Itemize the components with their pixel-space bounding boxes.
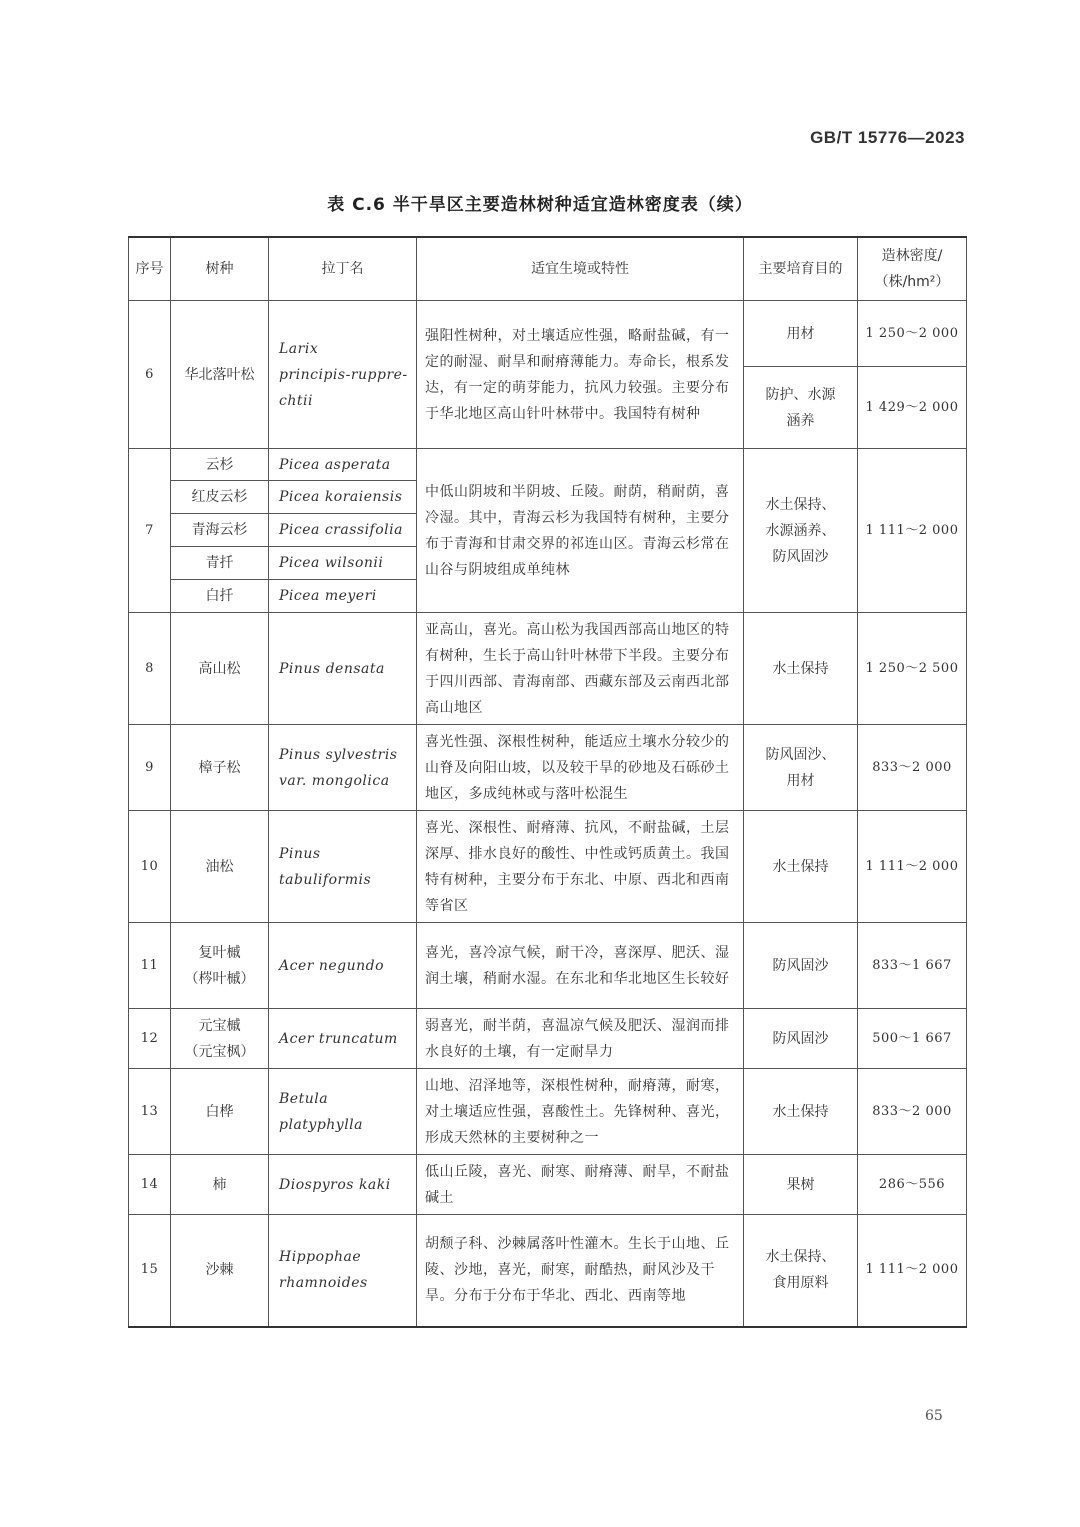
latin-line: Hippophae <box>279 1249 362 1266</box>
table-row <box>129 1009 967 1069</box>
row-species: 华北落叶松 <box>171 301 269 449</box>
purpose-line: 防风固沙、 <box>765 746 836 763</box>
row-species: 青扦 <box>171 547 269 580</box>
col-header-density <box>858 237 967 301</box>
row-species: 红皮云杉 <box>171 481 269 514</box>
row-species: 柿 <box>171 1155 269 1215</box>
row-species: 高山松 <box>171 613 269 725</box>
row-feature: 喜光，喜冷凉气候，耐干冷，喜深厚、肥沃、湿润土壤，稍耐水湿。在东北和华北地区生长较好 <box>417 923 744 1009</box>
row-no: 11 <box>129 923 171 1009</box>
row-latin: Picea meyeri <box>269 580 417 613</box>
row-latin <box>269 811 417 923</box>
row-latin <box>269 301 417 449</box>
species-line: 复叶槭 <box>198 944 241 961</box>
row-purpose: 防风固沙 <box>744 923 858 1009</box>
row-no: 8 <box>129 613 171 725</box>
row-latin <box>269 1215 417 1327</box>
row-purpose: 防风固沙 <box>744 1009 858 1069</box>
row-no: 15 <box>129 1215 171 1327</box>
page-number: 65 <box>925 1408 943 1424</box>
row-purpose: 果树 <box>744 1155 858 1215</box>
row-density: 833～2 000 <box>858 725 967 811</box>
latin-line: rhamnoides <box>279 1275 368 1292</box>
row-species <box>171 923 269 1009</box>
species-line: （梣叶槭） <box>184 970 255 987</box>
row-density: 500～1 667 <box>858 1009 967 1069</box>
purpose-line: 用材 <box>786 772 815 789</box>
row-density: 1 111～2 000 <box>858 449 967 613</box>
row-no: 7 <box>129 449 171 613</box>
row-density: 1 429～2 000 <box>858 367 967 449</box>
row-purpose: 水土保持 <box>744 613 858 725</box>
row-latin: Picea crassifolia <box>269 514 417 547</box>
row-latin: Acer negundo <box>269 923 417 1009</box>
row-latin <box>269 1069 417 1155</box>
species-line: 元宝槭 <box>198 1017 241 1034</box>
row-latin: Pinus densata <box>269 613 417 725</box>
row-feature: 喜光性强、深根性树种，能适应土壤水分较少的山脊及向阳山坡，以及较干旱的砂地及石砾砂土地区，多成纯林或与落叶松混生 <box>417 725 744 811</box>
row-purpose: 用材 <box>744 301 858 367</box>
row-no: 12 <box>129 1009 171 1069</box>
row-no: 14 <box>129 1155 171 1215</box>
row-feature: 中低山阴坡和半阴坡、丘陵。耐荫，稍耐荫，喜冷湿。其中，青海云杉为我国特有树种，主要分布于青海和甘肃交界的祁连山区。青海云杉常在山谷与阴坡组成单纯林 <box>417 449 744 613</box>
row-latin: Picea wilsonii <box>269 547 417 580</box>
latin-line: Betula <box>279 1090 329 1107</box>
table-row <box>129 811 967 923</box>
table-row <box>129 449 967 481</box>
row-no: 6 <box>129 301 171 449</box>
table-row <box>129 613 967 725</box>
row-density: 1 250～2 000 <box>858 301 967 367</box>
table-row <box>129 1069 967 1155</box>
density-table <box>128 236 967 1328</box>
row-species: 云杉 <box>171 449 269 481</box>
table-header-row <box>129 237 967 301</box>
row-species: 白桦 <box>171 1069 269 1155</box>
row-purpose <box>744 725 858 811</box>
row-feature: 喜光、深根性、耐瘠薄、抗风，不耐盐碱，土层深厚、排水良好的酸性、中性或钙质黄土。我国特有树种，主要分布于东北、中原、西北和西南等省区 <box>417 811 744 923</box>
row-density: 1 111～2 000 <box>858 811 967 923</box>
latin-line: principis-ruppre- <box>279 366 408 383</box>
latin-line: tabuliformis <box>279 871 372 888</box>
row-density: 286～556 <box>858 1155 967 1215</box>
row-density: 1 250～2 500 <box>858 613 967 725</box>
standard-code: GB/T 15776—2023 <box>810 128 965 147</box>
row-species: 樟子松 <box>171 725 269 811</box>
row-species: 白扦 <box>171 580 269 613</box>
latin-line: Pinus <box>279 845 321 862</box>
row-species: 沙棘 <box>171 1215 269 1327</box>
col-header-purpose: 主要培育目的 <box>744 237 858 301</box>
row-latin: Acer truncatum <box>269 1009 417 1069</box>
row-purpose <box>744 1215 858 1327</box>
row-purpose: 水土保持 <box>744 1069 858 1155</box>
row-density: 1 111～2 000 <box>858 1215 967 1327</box>
latin-line: Pinus sylvestris <box>279 746 398 763</box>
row-feature: 胡颓子科、沙棘属落叶性灌木。生长于山地、丘陵、沙地，喜光，耐寒，耐酷热，耐风沙及干旱。分布于分布于华北、西北、西南等地 <box>417 1215 744 1327</box>
col-header-no: 序号 <box>129 237 171 301</box>
latin-line: Larix <box>279 340 319 357</box>
purpose-line: 食用原料 <box>772 1275 829 1292</box>
row-no: 10 <box>129 811 171 923</box>
row-latin: Diospyros kaki <box>269 1155 417 1215</box>
col-header-density-unit: （株/hm²） <box>874 274 950 290</box>
col-header-species: 树种 <box>171 237 269 301</box>
purpose-line: 防风固沙 <box>772 548 829 565</box>
purpose-line: 水土保持、 <box>765 1249 836 1266</box>
latin-line: chtii <box>279 392 313 409</box>
row-feature: 山地、沼泽地等，深根性树种，耐瘠薄，耐寒，对土壤适应性强，喜酸性土。先锋树种、喜光，形成天然林的主要树种之一 <box>417 1069 744 1155</box>
col-header-latin: 拉丁名 <box>269 237 417 301</box>
row-purpose <box>744 449 858 613</box>
row-feature: 弱喜光，耐半荫，喜温凉气候及肥沃、湿润而排水良好的土壤，有一定耐旱力 <box>417 1009 744 1069</box>
purpose-line: 水土保持、 <box>765 496 836 513</box>
latin-line: platyphylla <box>279 1116 364 1133</box>
row-feature: 低山丘陵，喜光、耐寒、耐瘠薄、耐旱，不耐盐碱土 <box>417 1155 744 1215</box>
purpose-line: 防护、水源 <box>765 386 836 403</box>
species-line: （元宝枫） <box>184 1043 255 1060</box>
row-latin <box>269 725 417 811</box>
latin-line: var. mongolica <box>279 772 390 789</box>
row-density: 833～2 000 <box>858 1069 967 1155</box>
row-no: 13 <box>129 1069 171 1155</box>
col-header-feature: 适宜生境或特性 <box>417 237 744 301</box>
table-row <box>129 1155 967 1215</box>
row-no: 9 <box>129 725 171 811</box>
row-species <box>171 1009 269 1069</box>
table-row <box>129 301 967 367</box>
row-species: 青海云杉 <box>171 514 269 547</box>
row-species: 油松 <box>171 811 269 923</box>
row-latin: Picea koraiensis <box>269 481 417 514</box>
purpose-line: 水源涵养、 <box>765 522 836 539</box>
row-feature: 亚高山，喜光。高山松为我国西部高山地区的特有树种，生长于高山针叶林带下半段。主要分布于四川西部、青海南部、西藏东部及云南西北部高山地区 <box>417 613 744 725</box>
row-density: 833～1 667 <box>858 923 967 1009</box>
row-purpose <box>744 367 858 449</box>
row-feature: 强阳性树种，对土壤适应性强，略耐盐碱，有一定的耐湿、耐旱和耐瘠薄能力。寿命长，根系发达，有一定的萌芽能力，抗风力较强。主要分布于华北地区高山针叶林带中。我国特有树种 <box>417 301 744 449</box>
purpose-line: 涵养 <box>786 412 815 429</box>
table-row <box>129 1215 967 1327</box>
row-purpose: 水土保持 <box>744 811 858 923</box>
table-row <box>129 923 967 1009</box>
col-header-density-line1: 造林密度/ <box>881 248 943 264</box>
table-title: 表 C.6 半干旱区主要造林树种适宜造林密度表（续） <box>327 195 753 215</box>
row-latin: Picea asperata <box>269 449 417 481</box>
table-row <box>129 725 967 811</box>
